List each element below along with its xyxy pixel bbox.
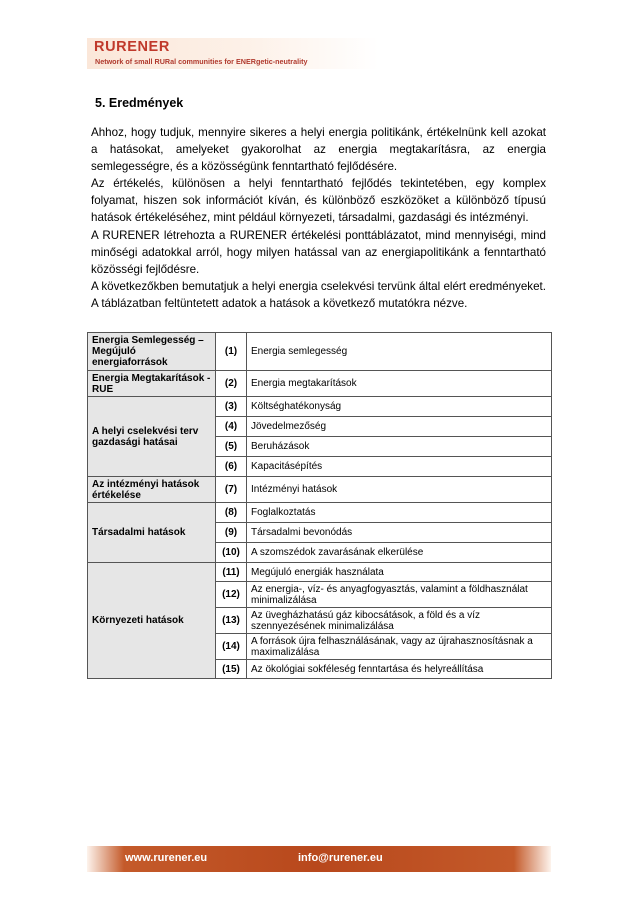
indicator-number: (3)	[216, 397, 247, 417]
body-text	[91, 124, 546, 312]
indicator-text: Foglalkoztatás	[247, 503, 552, 523]
indicator-number: (12)	[216, 582, 247, 608]
indicator-number: (9)	[216, 523, 247, 543]
category-cell: Társadalmi hatások	[88, 503, 216, 563]
website-link[interactable]: www.rurener.eu	[125, 852, 208, 864]
indicator-text: Intézményi hatások	[247, 477, 552, 503]
paragraph-1: Ahhoz, hogy tudjuk, mennyire sikeres a helyi energia politikánk, értékelnünk kell azokat a hatásokat, amelyeket gyakorolhat az energia megtakarításra, az energia semlegességre, és a közösségünk fenntartható fejlődésére.	[91, 126, 546, 174]
indicator-text: Kapacitásépítés	[247, 457, 552, 477]
indicator-text: Az üvegházhatású gáz kibocsátások, a föld és a víz szennyezésének minimalizálása	[247, 608, 552, 634]
category-cell: A helyi cselekvési terv gazdasági hatásai	[88, 397, 216, 477]
table-row	[88, 397, 552, 417]
category-cell: Környezeti hatások	[88, 563, 216, 679]
paragraph-4: A következőkben bemutatjuk a helyi energia cselekvési tervünk által elért eredményeket. A táblázatban feltüntetett adatok a hatások a következő mutatókra nézve.	[91, 279, 546, 310]
section-title: 5. Eredmények	[95, 96, 184, 110]
header-banner	[87, 38, 379, 69]
indicator-number: (13)	[216, 608, 247, 634]
indicator-text: Energia megtakarítások	[247, 371, 552, 397]
indicator-text: Társadalmi bevonódás	[247, 523, 552, 543]
email-link[interactable]: info@rurener.eu	[298, 852, 383, 864]
footer-banner	[87, 846, 551, 872]
indicator-number: (11)	[216, 563, 247, 582]
category-cell: Energia Semlegesség – Megújuló energiaforrások	[88, 333, 216, 371]
indicators-table	[87, 332, 552, 679]
indicator-text: Beruházások	[247, 437, 552, 457]
table-row	[88, 503, 552, 523]
indicator-number: (2)	[216, 371, 247, 397]
indicator-number: (10)	[216, 543, 247, 563]
indicator-text: Jövedelmezőség	[247, 417, 552, 437]
indicator-text: Az ökológiai sokféleség fenntartása és helyreállítása	[247, 660, 552, 679]
indicator-number: (5)	[216, 437, 247, 457]
category-cell: Az intézményi hatások értékelése	[88, 477, 216, 503]
category-cell: Energia Megtakarítások - RUE	[88, 371, 216, 397]
indicator-number: (6)	[216, 457, 247, 477]
indicator-text: Az energia-, víz- és anyagfogyasztás, valamint a földhasználat minimalizálása	[247, 582, 552, 608]
indicator-text: Megújuló energiák használata	[247, 563, 552, 582]
table-row	[88, 563, 552, 582]
table-row	[88, 371, 552, 397]
paragraph-2: Az értékelés, különösen a helyi fenntartható fejlődés tekintetében, egy komplex folyamat, hiszen sok információt kíván, és különböző eszközöket a különböző típusú hatások értékeléséhez, mint például környezeti, társadalmi, gazdasági és intézményi.	[91, 177, 546, 225]
table-row	[88, 333, 552, 371]
indicator-text: Költséghatékonyság	[247, 397, 552, 417]
indicator-text: A források újra felhasználásának, vagy az újrahasznosításnak a maximalizálása	[247, 634, 552, 660]
indicator-number: (15)	[216, 660, 247, 679]
indicator-number: (4)	[216, 417, 247, 437]
indicator-text: Energia semlegesség	[247, 333, 552, 371]
indicator-number: (1)	[216, 333, 247, 371]
indicator-number: (8)	[216, 503, 247, 523]
rurener-logo: RURENER	[94, 39, 170, 55]
indicator-text: A szomszédok zavarásának elkerülése	[247, 543, 552, 563]
table-row	[88, 477, 552, 503]
indicator-number: (7)	[216, 477, 247, 503]
paragraph-3: A RURENER létrehozta a RURENER értékelési ponttáblázatot, mind mennyiségi, mind minőségi adatokkal arról, hogy milyen hatással van az energiapolitikánk a fenntartható közösségi fejlődésre.	[91, 228, 546, 276]
indicator-number: (14)	[216, 634, 247, 660]
header-tagline: Network of small RURal communities for ENERgetic-neutrality	[95, 57, 308, 66]
